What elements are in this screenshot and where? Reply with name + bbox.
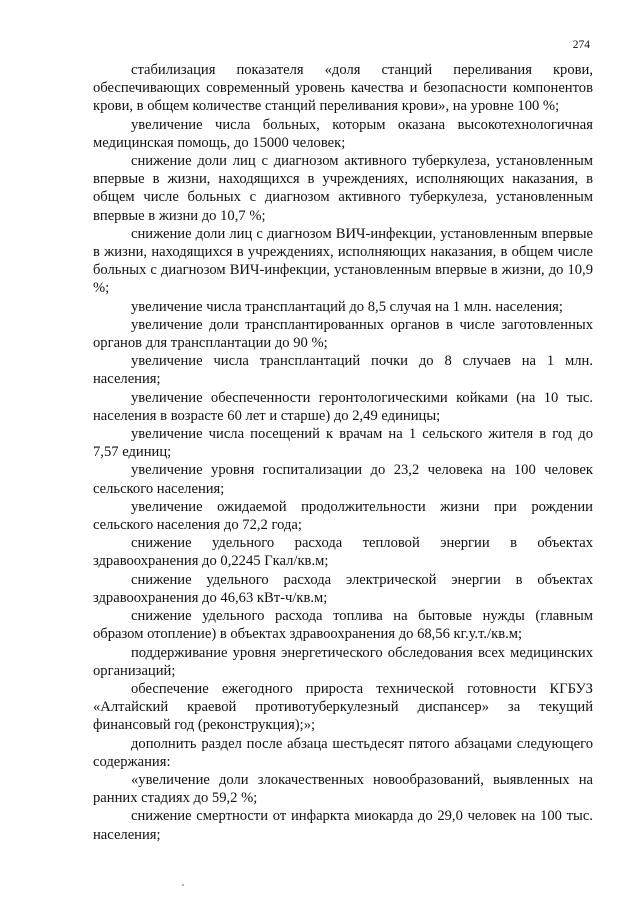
paragraph: снижение доли лиц с диагнозом ВИЧ-инфекции, установленным впервые в жизни, находящихся в учреждениях, исполняющих наказания, в общем числе больных с диагнозом ВИЧ-инфекции, установленным впервые в жизни, до 10,9 %; [93, 225, 593, 297]
paragraph: обеспечение ежегодного прироста технической готовности КГБУЗ «Алтайский краевой противотуберкулезный диспансер» за текущий финансовый год (реконструкция);»; [93, 680, 593, 734]
paragraph: дополнить раздел после абзаца шестьдесят пятого абзацами следующего содержания: [93, 735, 593, 770]
paragraph: увеличение числа трансплантаций до 8,5 случая на 1 млн. населения; [131, 298, 563, 315]
scan-speck [182, 884, 184, 886]
document-body [93, 61, 593, 844]
paragraph: увеличение ожидаемой продолжительности жизни при рождении сельского населения до 72,2 года; [93, 498, 593, 534]
paragraph: увеличение числа больных, которым оказана высокотехнологичная медицинская помощь, до 15000 человек; [93, 116, 593, 151]
page-number: 274 [572, 39, 590, 51]
paragraph: поддерживание уровня энергетического обследования всех медицинских организаций; [93, 644, 593, 679]
paragraph: снижение удельного расхода топлива на бытовые нужды (главным образом отопление) в объектах здравоохранения до 68,56 кг.у.т./кв.м; [93, 608, 593, 643]
paragraph: снижение удельного расхода электрической энергии в объектах здравоохранения до 46,63 кВт-ч/кв.м; [93, 571, 593, 606]
paragraph: снижение доли лиц с диагнозом активного туберкулеза, установленным впервые в жизни, находящихся в учреждениях, исполняющих наказания, в общем числе больных с диагнозом активного туберкулеза, установленным впервые в жизни до 10,7 %; [93, 153, 593, 224]
paragraph: стабилизация показателя «доля станций переливания крови, обеспечивающих современный уровень качества и безопасности компонентов крови, в общем количестве станций переливания крови», на уровне 100 %; [93, 62, 593, 115]
paragraph: увеличение числа посещений к врачам на 1 сельского жителя в год до 7,57 единиц; [93, 426, 593, 461]
paragraph: увеличение уровня госпитализации до 23,2 человека на 100 человек сельского населения; [93, 462, 593, 497]
paragraph: увеличение обеспеченности геронтологическими койками (на 10 тыс. населения в возрасте 60 лет и старше) до 2,49 единицы; [93, 389, 593, 424]
paragraph: увеличение числа трансплантаций почки до 8 случаев на 1 млн. населения; [93, 353, 593, 388]
paragraph: снижение удельного расхода тепловой энергии в объектах здравоохранения до 0,2245 Гкал/кв.м; [93, 535, 593, 570]
paragraph: «увеличение доли злокачественных новообразований, выявленных на ранних стадиях до 59,2 %; [93, 771, 593, 807]
paragraph: снижение смертности от инфаркта миокарда до 29,0 человек на 100 тыс. населения; [93, 808, 593, 843]
paragraph: увеличение доли трансплантированных органов в числе заготовленных органов для трансплантации до 90 %; [93, 316, 593, 352]
